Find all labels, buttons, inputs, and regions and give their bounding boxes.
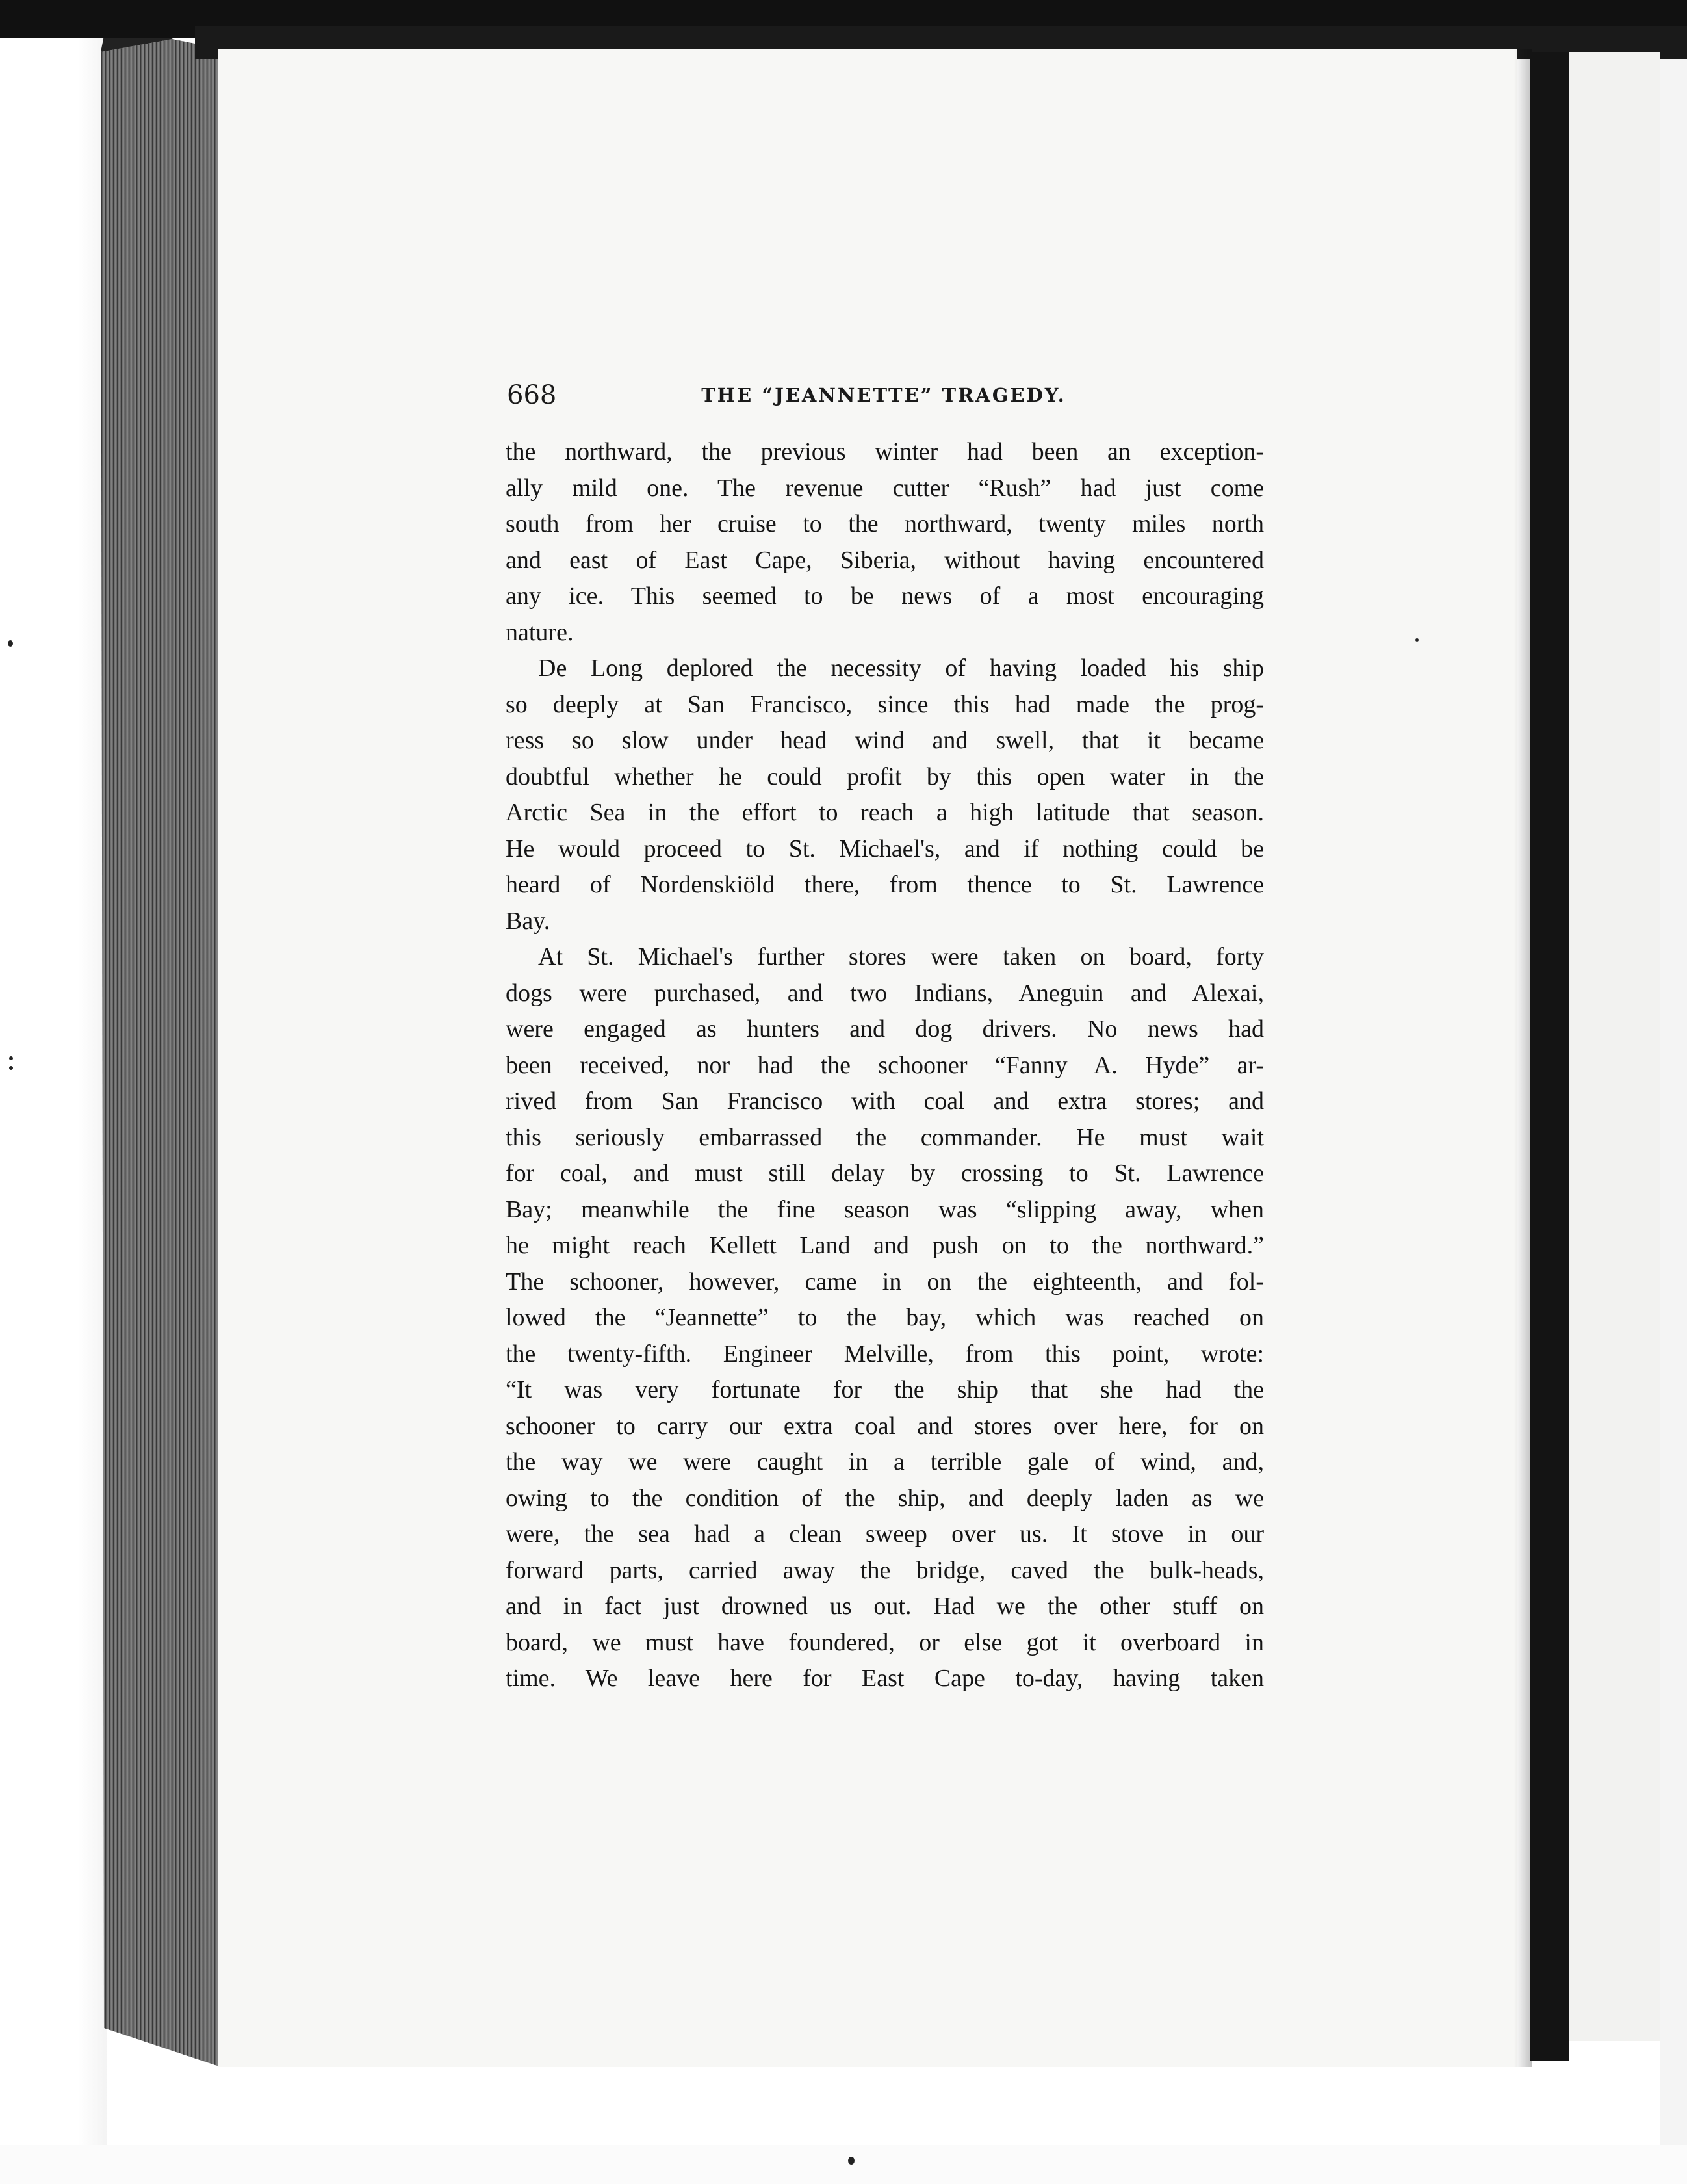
text-line: the twenty-fifth. Engineer Melville, from this point, wrote: bbox=[506, 1340, 1264, 1368]
scan-speck bbox=[8, 640, 13, 647]
text-line: and in fact just drowned us out. Had we the other stuff on bbox=[506, 1592, 1264, 1620]
text-line: any ice. This seemed to be news of a most encouraging bbox=[506, 582, 1264, 610]
page-number: 668 bbox=[507, 380, 557, 410]
text-line: south from her cruise to the northward, twenty miles north bbox=[506, 510, 1264, 538]
scan-speck bbox=[9, 1056, 13, 1060]
text-line: The schooner, however, came in on the eighteenth, and fol- bbox=[506, 1268, 1264, 1295]
text-line: were, the sea had a clean sweep over us. It stove in our bbox=[506, 1520, 1264, 1548]
running-title: THE “JEANNETTE” TRAGEDY. bbox=[701, 384, 1066, 406]
facing-page-edge bbox=[1530, 52, 1569, 2060]
text-line: He would proceed to St. Michael's, and if nothing could be bbox=[506, 835, 1264, 863]
gutter-shadow bbox=[1514, 49, 1532, 2067]
scan-speck bbox=[848, 2157, 855, 2164]
text-line: heard of Nordenskiöld there, from thence to St. Lawrence bbox=[506, 871, 1264, 898]
text-line: forward parts, carried away the bridge, caved the bulk-heads, bbox=[506, 1556, 1264, 1584]
text-line: At St. Michael's further stores were taken on board, forty bbox=[538, 943, 1264, 970]
text-line: this seriously embarrassed the commander. He must wait bbox=[506, 1123, 1264, 1151]
text-line: doubtful whether he could profit by this open water in the bbox=[506, 762, 1264, 790]
text-line: De Long deplored the necessity of having loaded his ship bbox=[538, 655, 1264, 682]
text-line: “It was very fortunate for the ship that she had the bbox=[506, 1376, 1264, 1403]
text-line: nature. bbox=[506, 618, 574, 646]
scan-speck bbox=[1415, 638, 1419, 642]
text-line: owing to the condition of the ship, and deeply laden as we bbox=[506, 1484, 1264, 1512]
text-line: ress so slow under head wind and swell, that it became bbox=[506, 727, 1264, 754]
text-line: were engaged as hunters and dog drivers. No news had bbox=[506, 1015, 1264, 1043]
text-line: lowed the “Jeannette” to the bay, which was reached on bbox=[506, 1304, 1264, 1331]
text-line: Bay; meanwhile the fine season was “slipping away, when bbox=[506, 1195, 1264, 1223]
text-line: the way we were caught in a terrible gale of wind, and, bbox=[506, 1448, 1264, 1476]
scan-speck bbox=[9, 1066, 13, 1070]
body-text bbox=[506, 434, 1264, 1697]
text-line: ally mild one. The revenue cutter “Rush” had just come bbox=[506, 474, 1264, 502]
text-line: rived from San Francisco with coal and extra stores; and bbox=[506, 1087, 1264, 1115]
text-line: schooner to carry our extra coal and stores over here, for on bbox=[506, 1412, 1264, 1440]
text-line: board, we must have foundered, or else got it overboard in bbox=[506, 1628, 1264, 1656]
running-head bbox=[507, 380, 1261, 413]
text-line: the northward, the previous winter had been an exception- bbox=[506, 438, 1264, 465]
text-line: and east of East Cape, Siberia, without having encountered bbox=[506, 546, 1264, 574]
text-line: so deeply at San Francisco, since this had made the prog- bbox=[506, 690, 1264, 718]
facing-page bbox=[1569, 52, 1660, 2041]
text-line: been received, nor had the schooner “Fanny A. Hyde” ar- bbox=[506, 1051, 1264, 1079]
text-line: Arctic Sea in the effort to reach a high latitude that season. bbox=[506, 799, 1264, 826]
text-line: dogs were purchased, and two Indians, Aneguin and Alexai, bbox=[506, 979, 1264, 1007]
text-line: he might reach Kellett Land and push on to the northward.” bbox=[506, 1232, 1264, 1259]
text-line: for coal, and must still delay by crossing to St. Lawrence bbox=[506, 1160, 1264, 1187]
text-line: time. We leave here for East Cape to-day, having taken bbox=[506, 1665, 1264, 1692]
text-line: Bay. bbox=[506, 907, 550, 935]
